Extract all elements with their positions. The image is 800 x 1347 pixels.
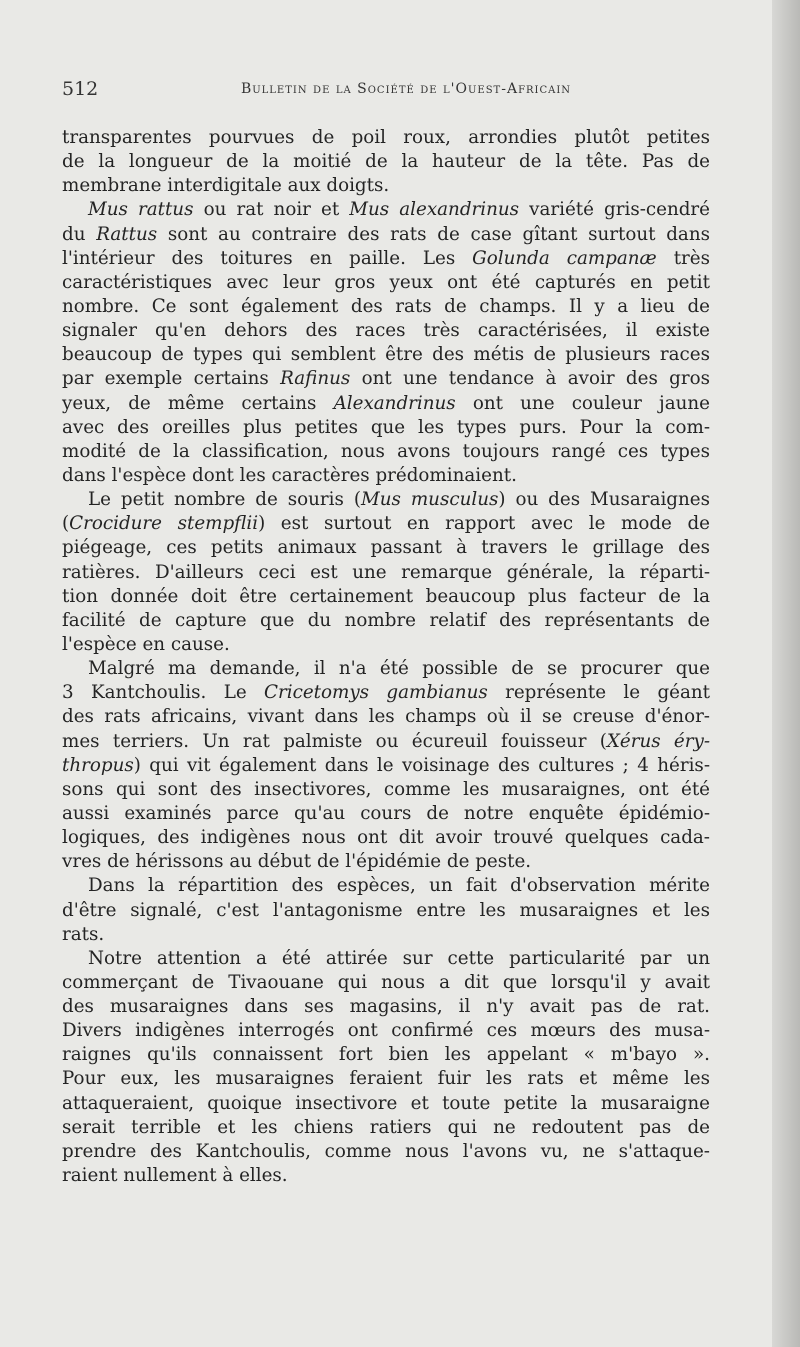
text-segment: Notre attention a été attirée sur cette particularité par un xyxy=(88,947,710,969)
text-line xyxy=(62,343,710,367)
text-segment: ) ou des Musaraignes xyxy=(498,489,710,511)
text-segment: des rats africains, vivant dans les champs où il se creuse d'énor- xyxy=(62,706,710,728)
text-segment: nombre. Ce sont également des rats de champs. Il y a lieu de xyxy=(62,295,710,317)
text-line xyxy=(62,174,710,198)
text-segment: du xyxy=(62,223,97,245)
text-line xyxy=(62,319,710,343)
text-line xyxy=(62,1164,710,1188)
text-line xyxy=(62,1019,710,1043)
text-segment: membrane interdigitale aux doigts. xyxy=(62,175,390,197)
text-segment: commerçant de Tivaouane qui nous a dit que lorsqu'il y avait xyxy=(62,971,710,993)
page-header xyxy=(62,78,710,102)
text-segment: ont une couleur jaune xyxy=(455,392,710,414)
text-segment: variété gris-cendré xyxy=(519,199,710,221)
italic-term: Cricetomys gambianus xyxy=(264,682,488,704)
text-line xyxy=(62,198,710,222)
italic-term: Golunda campanæ xyxy=(472,247,657,269)
text-segment: ) est surtout en rapport avec le mode de xyxy=(258,513,710,535)
text-segment: facilité de capture que du nombre relatif des représentants de xyxy=(62,609,710,631)
text-line xyxy=(62,536,710,560)
text-line xyxy=(62,295,710,319)
italic-term: Rattus xyxy=(96,223,158,245)
text-segment: vres de hérissons au début de l'épidémie de peste. xyxy=(62,851,532,873)
italic-term: Rafinus xyxy=(280,368,351,390)
text-line xyxy=(62,730,710,754)
text-segment: signaler qu'en dehors des races très caractérisées, il existe xyxy=(62,320,710,342)
text-line xyxy=(62,247,710,271)
text-segment: piégeage, ces petits animaux passant à travers le grillage des xyxy=(62,537,710,559)
text-segment: Divers indigènes interrogés ont confirmé ces mœurs des musa- xyxy=(62,1020,710,1042)
text-line xyxy=(62,850,710,874)
text-segment: par exemple certains xyxy=(62,368,281,390)
text-line xyxy=(62,1067,710,1091)
text-line xyxy=(62,923,710,947)
text-segment: d'être signalé, c'est l'antagonisme entre les musaraignes et les xyxy=(62,899,710,921)
text-segment: attaqueraient, quoique insectivore et toute petite la musaraigne xyxy=(62,1092,710,1114)
text-line xyxy=(62,512,710,536)
text-segment: modité de la classification, nous avons toujours rangé ces types xyxy=(62,440,710,462)
text-line xyxy=(62,1043,710,1067)
body-text xyxy=(62,126,710,1188)
text-segment: avec des oreilles plus petites que les types purs. Pour la com- xyxy=(62,416,710,438)
text-segment: Malgré ma demande, il n'a été possible de se procurer que xyxy=(88,658,710,680)
text-line xyxy=(62,1092,710,1116)
text-line xyxy=(62,271,710,295)
text-line xyxy=(62,585,710,609)
text-segment: ( xyxy=(62,513,70,535)
text-segment: Le petit nombre de souris ( xyxy=(88,489,361,511)
text-segment: raignes qu'ils connaissent fort bien les appelant « m'bayo ». xyxy=(62,1044,710,1066)
italic-term: Alexandrinus xyxy=(333,392,456,414)
text-line xyxy=(62,754,710,778)
text-line xyxy=(62,995,710,1019)
text-segment: très xyxy=(656,247,710,269)
text-line xyxy=(62,778,710,802)
text-segment: aussi examinés parce qu'au cours de notre enquête épidémio- xyxy=(62,802,710,824)
page-edge-shadow xyxy=(772,0,800,1347)
text-line xyxy=(62,874,710,898)
page-number: 512 xyxy=(62,78,99,100)
text-line xyxy=(62,899,710,923)
text-segment: transparentes pourvues de poil roux, arrondies plutôt petites xyxy=(62,127,710,148)
text-line xyxy=(62,1140,710,1164)
text-segment: sons qui sont des insectivores, comme les musaraignes, ont été xyxy=(62,778,710,800)
text-segment: de la longueur de la moitié de la hauteur de la tête. Pas de xyxy=(62,151,710,173)
text-segment: représente le géant xyxy=(487,682,710,704)
text-line xyxy=(62,416,710,440)
running-title: Bulletin de la Société de l'Ouest-Africain xyxy=(240,81,572,97)
text-line xyxy=(62,633,710,657)
text-line xyxy=(62,826,710,850)
italic-term: thropus xyxy=(62,754,134,776)
text-line xyxy=(62,367,710,391)
text-segment: ou rat noir et xyxy=(193,199,350,221)
text-segment: ont une tendance à avoir des gros xyxy=(350,368,710,390)
text-segment: ) qui vit également dans le voisinage des cultures ; 4 héris- xyxy=(133,754,710,776)
text-segment: yeux, de même certains xyxy=(62,392,334,414)
text-line xyxy=(62,223,710,247)
text-line xyxy=(62,802,710,826)
text-line xyxy=(62,150,710,174)
text-line xyxy=(62,657,710,681)
text-segment: l'espèce en cause. xyxy=(62,633,230,655)
text-segment: raient nullement à elles. xyxy=(62,1165,288,1187)
text-segment: mes terriers. Un rat palmiste ou écureuil fouisseur ( xyxy=(62,730,607,752)
text-segment: sont au contraire des rats de case gîtant surtout dans xyxy=(157,223,710,245)
text-segment: Dans la répartition des espèces, un fait d'observation mérite xyxy=(88,875,710,897)
text-line xyxy=(62,609,710,633)
italic-term: Mus musculus xyxy=(361,489,499,511)
text-line xyxy=(62,971,710,995)
text-segment: rats. xyxy=(62,923,105,945)
text-line xyxy=(62,561,710,585)
text-line xyxy=(62,440,710,464)
text-segment: prendre des Kantchoulis, comme nous l'avons vu, ne s'attaque- xyxy=(62,1140,710,1162)
italic-term: Mus alexandrinus xyxy=(349,199,520,221)
text-line xyxy=(62,681,710,705)
text-segment: 3 Kantchoulis. Le xyxy=(62,682,265,704)
italic-term: Crocidure stempflii xyxy=(69,513,259,535)
text-segment: caractéristiques avec leur gros yeux ont été capturés en petit xyxy=(62,271,710,293)
text-segment: beaucoup de types qui semblent être des métis de plusieurs races xyxy=(62,344,710,366)
text-segment: ratières. D'ailleurs ceci est une remarque générale, la réparti- xyxy=(62,561,710,583)
text-line xyxy=(62,1116,710,1140)
text-segment: dans l'espèce dont les caractères prédominaient. xyxy=(62,464,517,486)
italic-term: Xérus éry- xyxy=(606,730,710,752)
text-segment: tion donnée doit être certainement beaucoup plus facteur de la xyxy=(62,585,710,607)
text-line xyxy=(62,392,710,416)
text-segment: des musaraignes dans ses magasins, il n'y avait pas de rat. xyxy=(62,996,710,1018)
text-segment: serait terrible et les chiens ratiers qui ne redoutent pas de xyxy=(62,1116,710,1138)
text-segment: l'intérieur des toitures en paille. Les xyxy=(62,247,473,269)
italic-term: Mus rattus xyxy=(88,199,194,221)
text-segment: Pour eux, les musaraignes feraient fuir les rats et même les xyxy=(62,1068,710,1090)
text-line xyxy=(62,488,710,512)
text-segment: logiques, des indigènes nous ont dit avoir trouvé quelques cada- xyxy=(62,827,710,849)
text-line xyxy=(62,126,710,150)
text-line xyxy=(62,947,710,971)
text-line xyxy=(62,464,710,488)
text-line xyxy=(62,705,710,729)
